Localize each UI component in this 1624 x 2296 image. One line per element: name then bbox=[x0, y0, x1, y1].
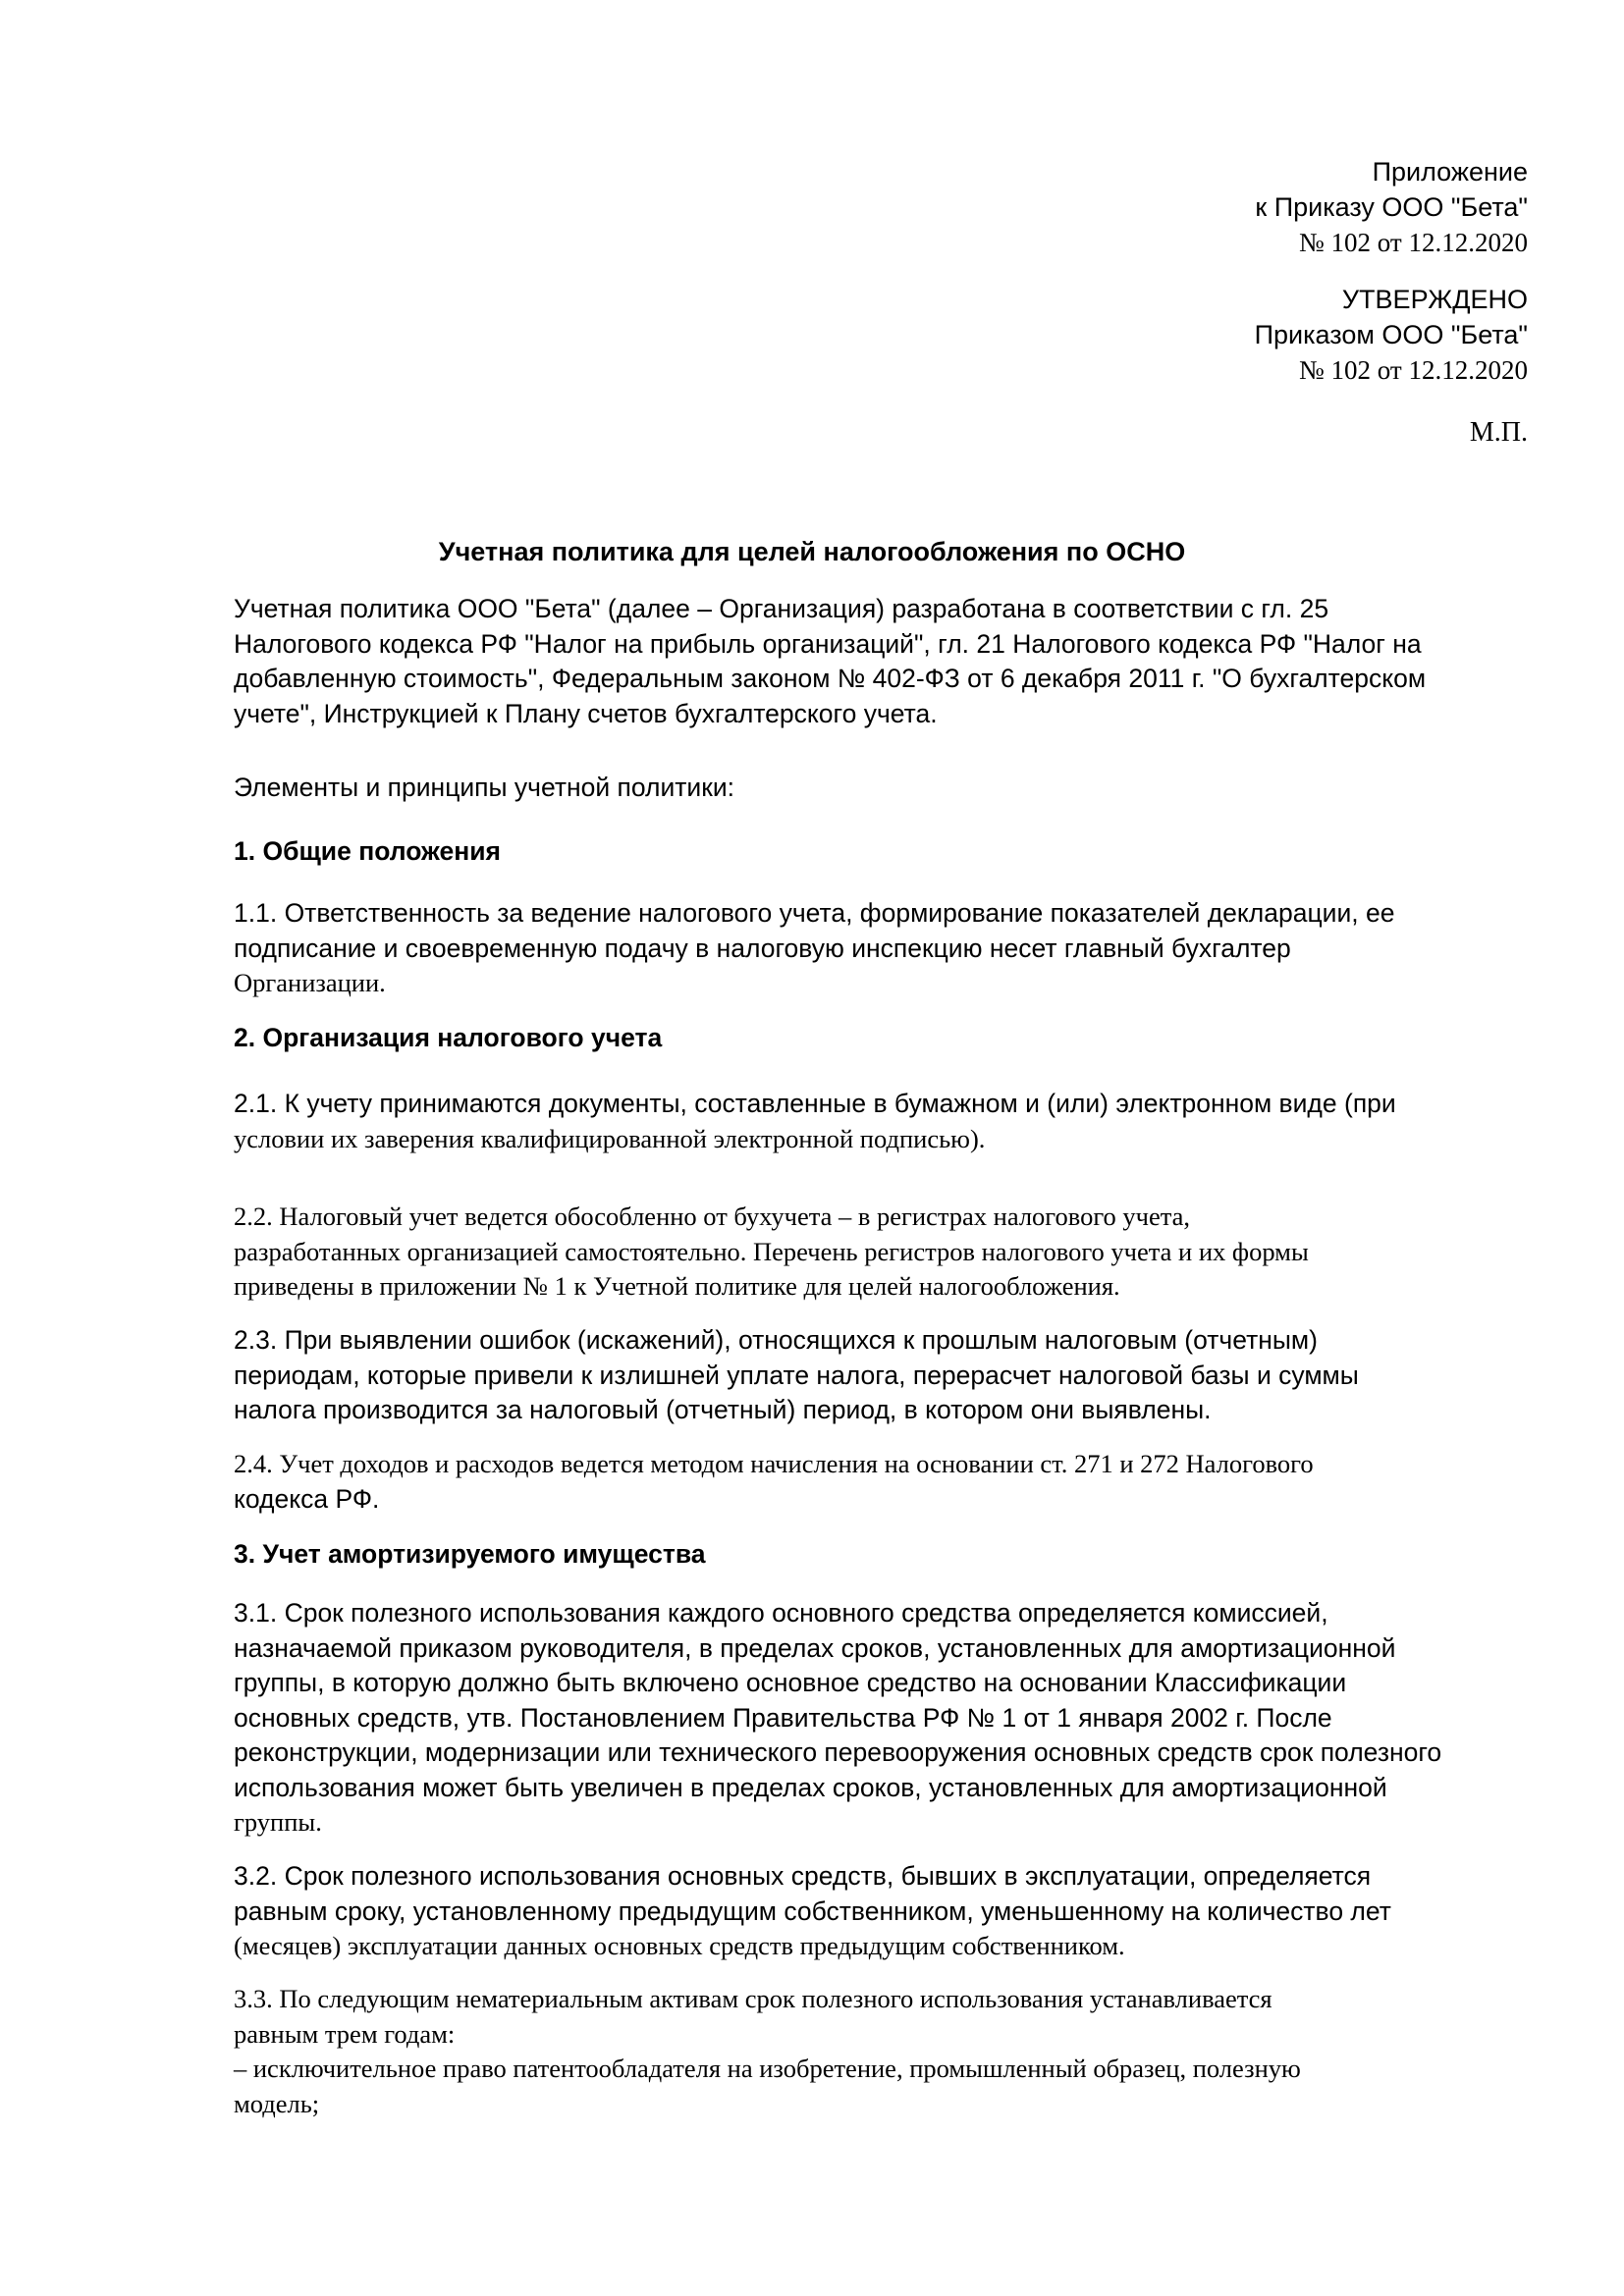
paragraph-line: периодам, которые привели к излишней уплате налога, перерасчет налоговой базы и суммы bbox=[234, 1360, 1359, 1390]
approval-header bbox=[1255, 282, 1528, 388]
approved-order-ref: Приказом ООО "Бета" bbox=[1254, 320, 1528, 349]
paragraph-2-1 bbox=[234, 1087, 1535, 1156]
section-1-heading-text: 1. Общие положения bbox=[234, 836, 501, 866]
elements-heading bbox=[234, 771, 1535, 806]
approved-order-number: № 102 от 12.12.2020 bbox=[1299, 355, 1528, 385]
paragraph-line: равным трем годам: bbox=[234, 2018, 456, 2049]
section-2-heading bbox=[234, 1021, 1535, 1056]
paragraph-line: кодекса РФ. bbox=[234, 1483, 380, 1514]
paragraph-line: 3.3. По следующим нематериальным активам срок полезного использования устанавливается bbox=[234, 1984, 1272, 2013]
paragraph-line: 2.3. При выявлении ошибок (искажений), относящихся к прошлым налоговым (отчетным) bbox=[234, 1325, 1318, 1355]
paragraph-line: группы. bbox=[234, 1807, 322, 1837]
paragraph-line: 2.4. Учет доходов и расходов ведется методом начисления на основании ст. 271 и 272 Налогового bbox=[234, 1449, 1314, 1478]
paragraph-line: условии их заверения квалифицированной электронной подписью). bbox=[234, 1123, 986, 1153]
appendix-header bbox=[1255, 154, 1528, 260]
section-2-heading-text: 2. Организация налогового учета bbox=[234, 1023, 663, 1052]
paragraph-line: (месяцев) эксплуатации данных основных средств предыдущим собственником. bbox=[234, 1931, 1125, 1960]
paragraph-line: – исключительное право патентообладателя на изобретение, промышленный образец, полезную bbox=[234, 2054, 1301, 2083]
paragraph-line: Организации. bbox=[234, 968, 386, 997]
section-3-heading-text: 3. Учет амортизируемого имущества bbox=[234, 1539, 706, 1569]
paragraph-line: назначаемой приказом руководителя, в пределах сроков, установленных для амортизационной bbox=[234, 1632, 1396, 1663]
document-title: Учетная политика для целей налогообложения по ОСНО bbox=[438, 537, 1186, 566]
paragraph-line: налога производится за налоговый (отчетный) период, в котором они выявлены. bbox=[234, 1395, 1212, 1424]
paragraph-line: 1.1. Ответственность за ведение налогового учета, формирование показателей декларации, ее bbox=[234, 898, 1395, 928]
appendix-label: Приложение bbox=[1372, 157, 1528, 187]
intro-line: Налогового кодекса РФ "Налог на прибыль организаций", гл. 21 Налогового кодекса РФ "Налог на bbox=[234, 628, 1422, 659]
paragraph-3-3 bbox=[234, 1982, 1535, 2121]
paragraph-2-3 bbox=[234, 1323, 1535, 1428]
paragraph-3-2 bbox=[234, 1859, 1535, 1964]
intro-line: Учетная политика ООО "Бета" (далее – Организация) разработана в соответствии с гл. 25 bbox=[234, 594, 1329, 623]
paragraph-line: 3.1. Срок полезного использования каждого основного средства определяется комиссией, bbox=[234, 1598, 1328, 1628]
intro-line: добавленную стоимость", Федеральным законом № 402-ФЗ от 6 декабря 2011 г. "О бухгалтерском bbox=[234, 664, 1427, 693]
paragraph-line: модель; bbox=[234, 2088, 320, 2118]
paragraph-line: 3.2. Срок полезного использования основных средств, бывших в эксплуатации, определяется bbox=[234, 1861, 1372, 1891]
paragraph-2-4 bbox=[234, 1447, 1535, 1517]
paragraph-2-2 bbox=[234, 1200, 1535, 1305]
paragraph-line: основных средств, утв. Постановлением Правительства РФ № 1 от 1 января 2002 г. После bbox=[234, 1702, 1332, 1733]
section-3-heading bbox=[234, 1537, 1535, 1573]
stamp-placeholder: М.П. bbox=[1469, 417, 1528, 448]
paragraph-3-1 bbox=[234, 1596, 1535, 1841]
paragraph-line: 2.2. Налоговый учет ведется обособленно от бухучета – в регистрах налогового учета, bbox=[234, 1201, 1191, 1231]
paragraph-line: равным сроку, установленному предыдущим собственником, уменьшенному на количество лет bbox=[234, 1896, 1391, 1926]
paragraph-1-1 bbox=[234, 896, 1535, 1001]
appendix-order-ref: к Приказу ООО "Бета" bbox=[1255, 192, 1528, 222]
paragraph-line: 2.1. К учету принимаются документы, составленные в бумажном и (или) электронном виде (при bbox=[234, 1089, 1396, 1118]
appendix-order-number: № 102 от 12.12.2020 bbox=[1299, 228, 1528, 257]
paragraph-line: использования может быть увеличен в пределах сроков, установленных для амортизационной bbox=[234, 1772, 1387, 1802]
paragraph-line: реконструкции, модернизации или технического перевооружения основных средств срок полезного bbox=[234, 1737, 1442, 1767]
approved-label: УТВЕРЖДЕНО bbox=[1341, 285, 1528, 314]
elements-heading-text: Элементы и принципы учетной политики: bbox=[234, 773, 734, 802]
intro-line: учете", Инструкцией к Плану счетов бухгалтерского учета. bbox=[234, 698, 938, 728]
section-1-heading bbox=[234, 834, 1535, 870]
paragraph-line: группы, в которую должно быть включено основное средство на основании Классификации bbox=[234, 1668, 1347, 1697]
paragraph-line: разработанных организацией самостоятельно. Перечень регистров налогового учета и их формы bbox=[234, 1236, 1309, 1266]
paragraph-line: подписание и своевременную подачу в налоговую инспекцию несет главный бухгалтер bbox=[234, 933, 1291, 963]
intro-paragraph bbox=[234, 592, 1535, 731]
paragraph-line: приведены в приложении № 1 к Учетной политике для целей налогообложения. bbox=[234, 1271, 1120, 1301]
